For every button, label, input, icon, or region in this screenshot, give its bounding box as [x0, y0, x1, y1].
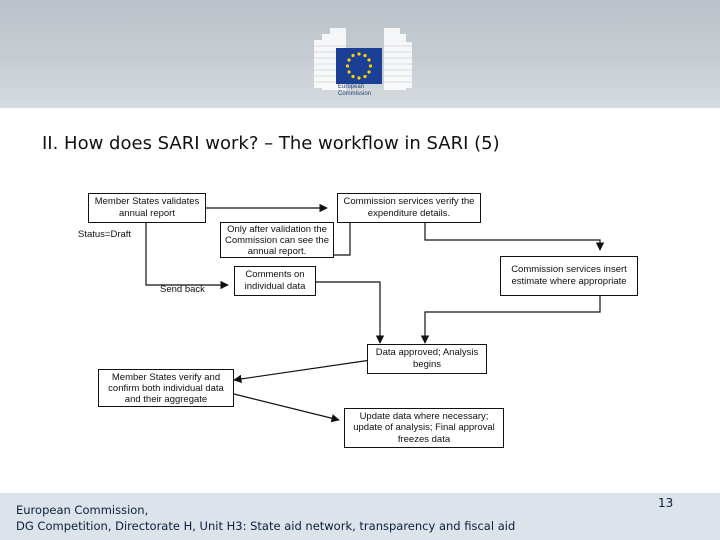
node-status-draft: Status=Draft: [78, 229, 132, 240]
slide-title: II. How does SARI work? – The workflow in SARI (5): [42, 133, 500, 154]
node-update-data: Update data where necessary; update of analysis; Final approval freezes data: [344, 408, 504, 448]
logo-line1: European: [338, 84, 365, 90]
arrow-msverify-to-update: [234, 394, 339, 420]
node-data-approved: Data approved; Analysis begins: [367, 344, 487, 374]
arrow-approved-to-msverify: [234, 360, 371, 380]
logo-line2: Commission: [338, 91, 372, 97]
node-ms-verify: Member States verify and confirm both individual data and their aggregate: [98, 369, 234, 407]
node-ms-validates: Member States validates annual report: [88, 193, 206, 223]
footer-text: [16, 502, 515, 534]
arrow-cs-to-insert: [425, 222, 600, 250]
page-number: 13: [658, 496, 674, 510]
footer-line1: European Commission,: [16, 503, 149, 517]
node-cs-verify: Commission services verify the expenditure details.: [337, 193, 481, 223]
node-comments: Comments on individual data: [234, 266, 316, 296]
arrow-comments-to-approved: [316, 282, 380, 343]
arrow-insert-to-approved: [425, 296, 600, 343]
node-cs-insert: Commission services insert estimate where appropriate: [500, 256, 638, 296]
node-send-back: Send back: [160, 284, 205, 295]
arrow-left-to-sendback: [146, 222, 210, 285]
arrow-cs-down-to-onlyafter: [334, 222, 350, 255]
footer-line2: DG Competition, Directorate H, Unit H3: State aid network, transparency and fiscal aid: [16, 519, 516, 533]
node-only-after: Only after validation the Commission can see the annual report.: [220, 222, 334, 258]
